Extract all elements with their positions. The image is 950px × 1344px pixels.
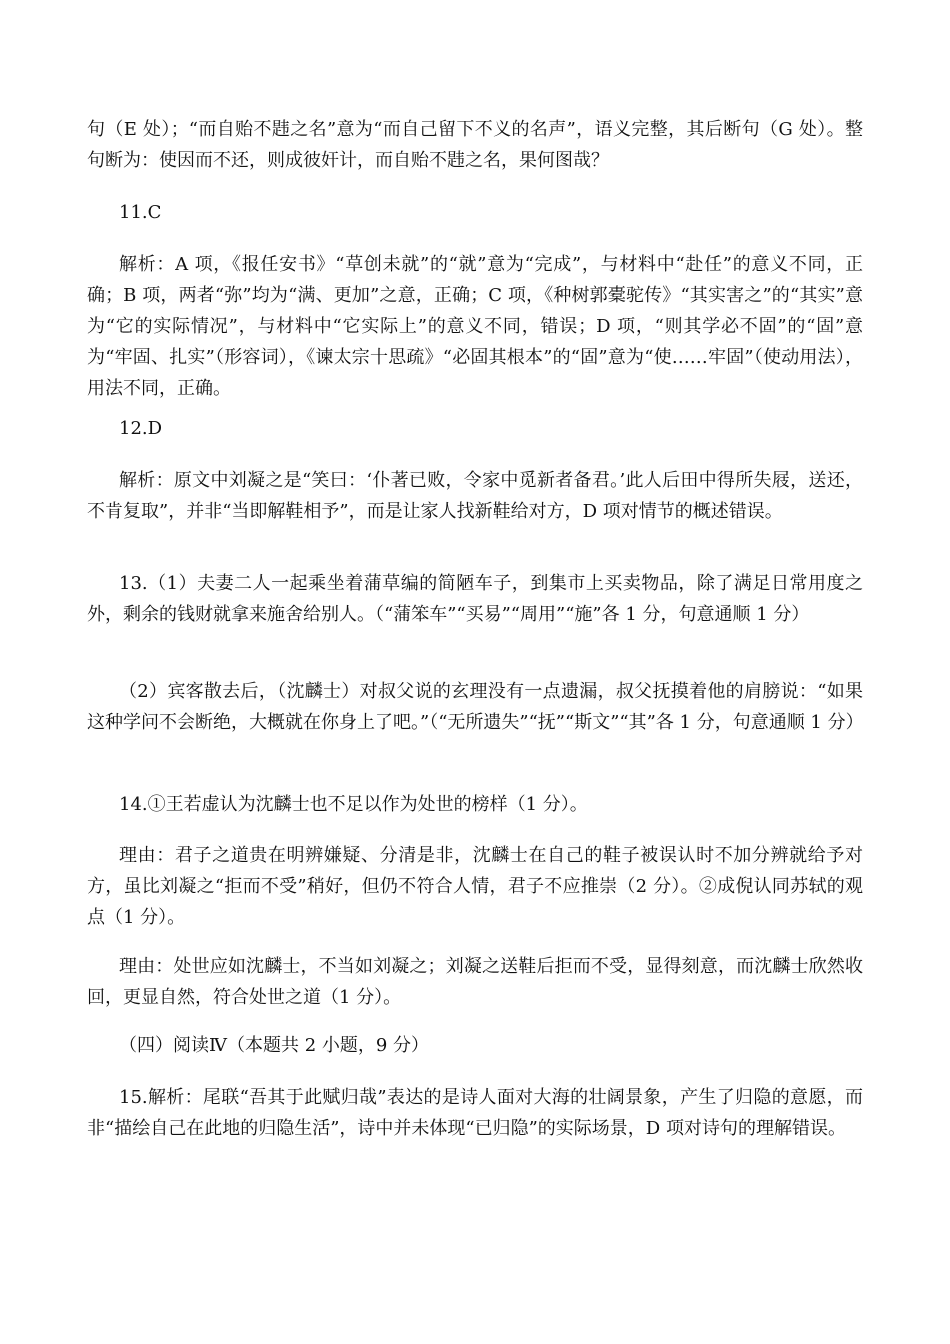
reason-14-b: 理由：处世应如沈麟士，不当如刘凝之；刘凝之送鞋后拒而不受，显得刻意，而沈麟士欣然收回，更显自然，符合处世之道（1 分）。 [87, 956, 863, 1008]
analysis-12: 解析：原文中刘凝之是“笑曰：‘仆著已败，令家中觅新者备君。’此人后田中得所失屐，送还，不肯复取”，并非“当即解鞋相予”，而是让家人找新鞋给对方，D 项对情节的概述错误。 [87, 470, 863, 522]
reason-14-a: 理由：君子之道贵在明辨嫌疑、分清是非，沈麟士在自己的鞋子被误认时不加分辨就给予对方，虽比刘凝之“拒而不受”稍好，但仍不符合人情，君子不应推崇（2 分）。②成倪认同苏轼的观点（1 分）。 [87, 845, 863, 928]
answer-13-part-1: 13.（1）夫妻二人一起乘坐着蒲草编的简陋车子，到集市上买卖物品，除了满足日常用度之外，剩余的钱财就拿来施舍给别人。（“蒲笨车”“买易”“周用”“施”各 1 分，句意通顺 1 分） [87, 573, 863, 625]
analysis-11: 解析：A 项，《报任安书》“草创未就”的“就”意为“完成”，与材料中“赴任”的意义不同，正确；B 项，两者“弥”均为“满、更加”之意，正确；C 项，《种树郭橐驼传》“其实害之”的“其实”意为“它的实际情况”，与材料中“它实际上”的意义不同，错误；D 项，“则其学必不固”的“固”意为“牢固、扎实”（形容词），《谏太宗十思疏》“必固其根本”的“固”意为“使……牢固”（使动用法），用法不同，正确。 [87, 254, 863, 399]
analysis-15: 15.解析：尾联“吾其于此赋归哉”表达的是诗人面对大海的壮阔景象，产生了归隐的意愿，而非“描绘自己在此地的归隐生活”，诗中并未体现“已归隐”的实际场景，D 项对诗句的理解错误。 [87, 1087, 863, 1139]
answer-13-part-2: （2）宾客散去后，（沈麟士）对叔父说的玄理没有一点遗漏，叔父抚摸着他的肩膀说：“如果这种学问不会断绝，大概就在你身上了吧。”（“无所遗失”“抚”“斯文”“其”各 1 分，句意通顺 1 分） [87, 681, 864, 733]
section-heading-reading-4: （四）阅读Ⅳ（本题共 2 小题，9 分） [119, 1035, 430, 1056]
answer-12: 12.D [119, 418, 163, 439]
answer-14: 14.①王若虚认为沈麟士也不足以作为处世的榜样（1 分）。 [119, 794, 588, 815]
paragraph-sentence-break: 句（E 处）；“而自贻不韪之名”意为“而自己留下不义的名声”，语义完整，其后断句（G 处）。整句断为：使因而不还，则成彼奸计，而自贻不韪之名，果何图哉？ [87, 119, 863, 171]
answer-11: 11.C [119, 202, 162, 223]
